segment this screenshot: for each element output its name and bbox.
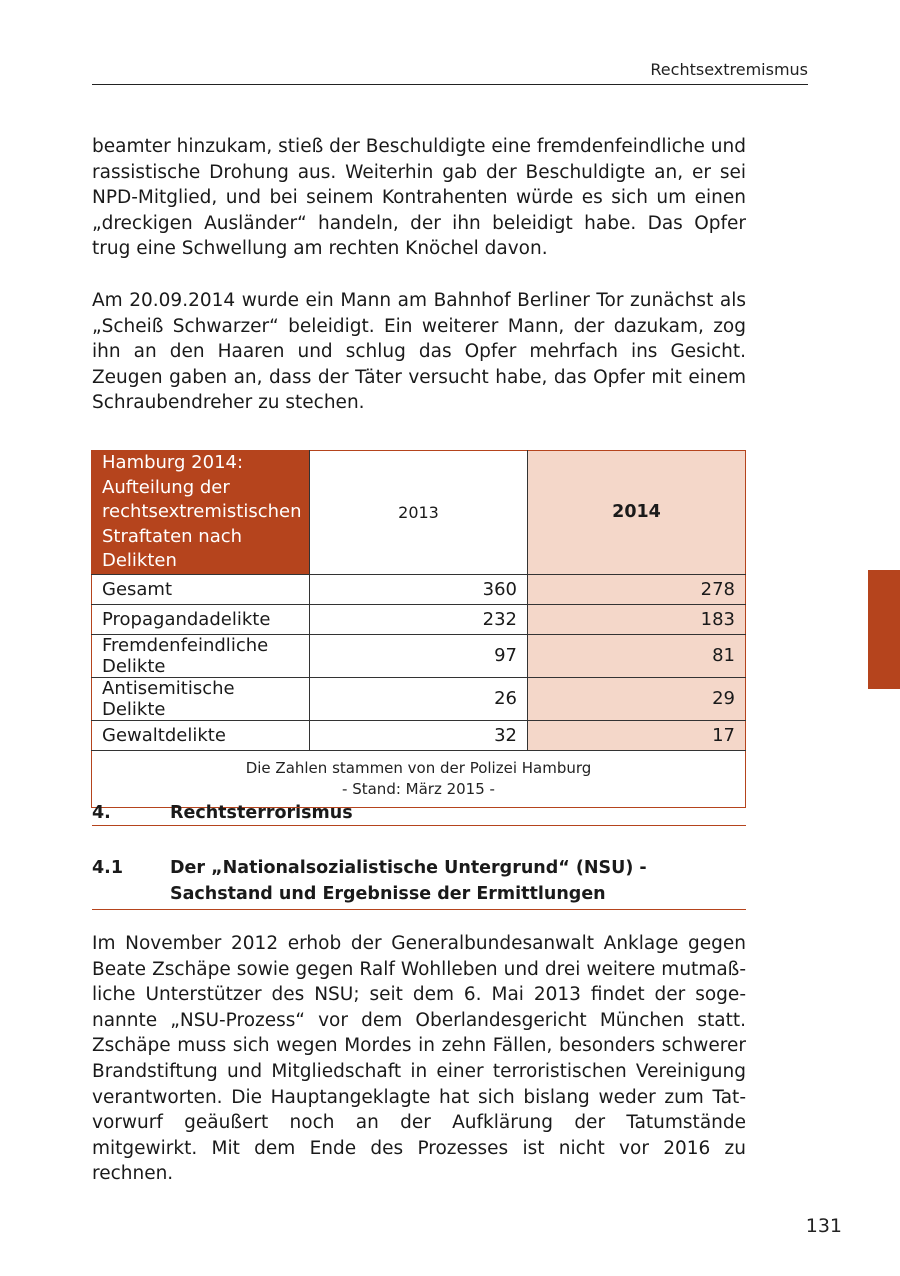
- value-2013: 360: [310, 574, 528, 604]
- value-2014: 17: [528, 720, 746, 750]
- section-heading-4: [92, 803, 746, 826]
- table-header-row: [92, 451, 746, 575]
- value-2014: 183: [528, 604, 746, 634]
- section-title: [170, 855, 647, 907]
- section-number: 4.: [92, 803, 111, 823]
- page-number: 131: [805, 1215, 842, 1237]
- section-number: 4.1: [92, 858, 124, 878]
- chapter-side-tab: [868, 570, 900, 689]
- table-row: [92, 574, 746, 604]
- statistics-table: [91, 450, 746, 808]
- paragraph-incident-berliner-tor: Am 20.09.2014 wurde ein Mann am Bahnhof Berliner Tor zunächst als „Scheiß Schwarzer“ beleidigt. Ein weiterer Mann, der dazukam, zog ihn an den Haaren und schlug das Opfer mehrfach ins Gesicht. Zeugen gaben an, dass der Täter versucht habe, das Opfer mit einem Schraubendreher zu stechen.: [92, 290, 746, 414]
- column-header-2013: 2013: [310, 451, 528, 575]
- row-label: Fremdenfeindliche Delikte: [92, 634, 310, 677]
- table-row: [92, 604, 746, 634]
- row-label: Gewaltdelikte: [92, 720, 310, 750]
- value-2014: 29: [528, 677, 746, 720]
- table-source-note: [92, 750, 746, 807]
- table-title-cell: [92, 451, 310, 575]
- table-title-line: Straftaten nach Delikten: [102, 525, 243, 571]
- column-header-2014: 2014: [528, 451, 746, 575]
- section-title: Rechtsterrorismus: [170, 803, 353, 823]
- section-heading-4-1: [92, 855, 746, 910]
- row-label: Propagandadelikte: [92, 604, 310, 634]
- section-title-line: Der „Nationalsozialistische Untergrund“ (NSU) -: [170, 858, 647, 878]
- value-2013: 97: [310, 634, 528, 677]
- paragraph-incident-continuation: beamter hinzukam, stieß der Beschuldigte eine fremdenfeindliche und rassistische Drohung aus. Weiterhin gab der Beschuldigte an, er sei NPD-Mitglied, und bei seinem Kontrahenten würde es sich um einen „dreckigen Ausländer“ handeln, der ihn beleidigt habe. Das Opfer trug eine Schwellung am rechten Knöchel davon.: [92, 136, 746, 260]
- table-row: [92, 634, 746, 677]
- section-title-line: Sachstand und Ergebnisse der Ermittlungen: [170, 884, 606, 904]
- row-label: Gesamt: [92, 574, 310, 604]
- table-row: [92, 720, 746, 750]
- table-title-line: Aufteilung der rechtsextremistischen: [102, 476, 302, 522]
- row-label: Antisemitische Delikte: [92, 677, 310, 720]
- value-2014: 278: [528, 574, 746, 604]
- source-line: Die Zahlen stammen von der Polizei Hamburg: [245, 758, 592, 777]
- paragraph-nsu-trial: Im November 2012 erhob der Generalbundesanwalt Anklage gegen Beate Zschäpe sowie gegen Ralf Wohlleben und drei weitere mutmaßliche Unterstützer des NSU; seit dem 6. Mai 2013 findet der sogenannte „NSU-Prozess“ vor dem Oberlandesgericht München statt. Zschäpe muss sich wegen Mordes in zehn Fällen, besonders schwerer Brandstiftung und Mitgliedschaft in einer terroristischen Vereinigung verantworten. Die Hauptangeklagte hat sich bislang weder zum Tatvorwurf geäußert noch an der Aufklärung der Tatumstände mitgewirkt. Mit dem Ende des Prozesses ist nicht vor 2016 zu rechnen.: [92, 933, 746, 1185]
- value-2014: 81: [528, 634, 746, 677]
- value-2013: 26: [310, 677, 528, 720]
- table-row: [92, 677, 746, 720]
- table-source-row: [92, 750, 746, 807]
- source-date-line: - Stand: März 2015 -: [342, 779, 495, 798]
- value-2013: 232: [310, 604, 528, 634]
- running-header: Rechtsextremismus: [92, 60, 808, 85]
- table-title-line: Hamburg 2014:: [102, 452, 244, 473]
- value-2013: 32: [310, 720, 528, 750]
